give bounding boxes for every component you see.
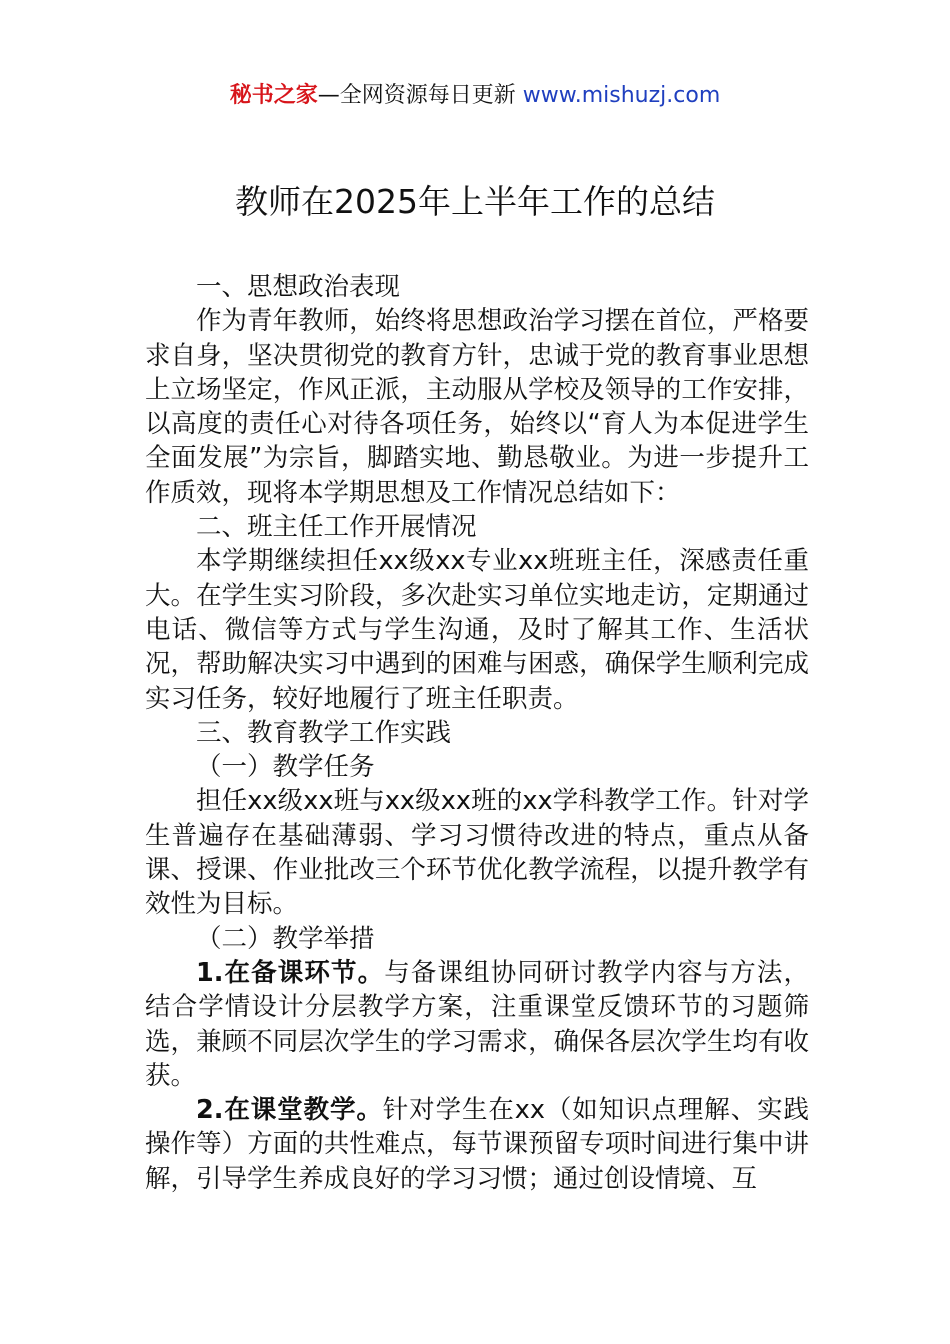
paragraph [145, 1093, 809, 1196]
paragraph-text: 二、班主任工作开展情况 [196, 512, 477, 543]
paragraph [145, 270, 809, 304]
header-brand: 秘书之家 [229, 83, 318, 108]
paragraph [145, 510, 809, 544]
paragraph [145, 956, 809, 1093]
paragraph-text: （二）教学举措 [196, 923, 375, 954]
paragraph-text: 担任xx级xx班与xx级xx班的xx学科教学工作。针对学生普遍存在基础薄弱、学习习惯待改进的特点，重点从备课、授课、作业批改三个环节优化教学流程，以提升教学有效性为目标。 [145, 786, 809, 920]
paragraph-text: 针对学生在xx（如知识点理解、实践操作等）方面的共性难点，每节课预留专项时间进行集中讲解，引导学生养成良好的学习习惯；通过创设情境、互 [145, 1095, 809, 1194]
header-site-link[interactable]: www.mishuzj.com [522, 83, 721, 108]
paragraph [145, 716, 809, 750]
paragraph-text: 一、思想政治表现 [196, 272, 401, 302]
paragraph-lead: 1.在备课环节。 [196, 957, 385, 988]
paragraph-lead: 2.在课堂教学。 [196, 1095, 383, 1126]
document-title: 教师在2025年上半年工作的总结 [235, 182, 715, 221]
paragraph-text: 三、教育教学工作实践 [196, 717, 452, 748]
paragraph-text: （一）教学任务 [196, 752, 375, 783]
paragraph [145, 750, 809, 784]
site-header [0, 80, 950, 112]
header-tagline: —全网资源每日更新 [317, 83, 516, 108]
paragraph [145, 544, 809, 715]
document-body [145, 270, 809, 1196]
paragraph-text: 本学期继续担任xx级xx专业xx班班主任，深感责任重大。在学生实习阶段，多次赴实习单位实地走访，定期通过电话、微信等方式与学生沟通，及时了解其工作、生活状况，帮助解决实习中遇到的困难与困惑，确保学生顺利完成实习任务，较好地履行了班主任职责。 [145, 546, 809, 714]
paragraph [145, 784, 809, 921]
paragraph [145, 922, 809, 956]
paragraph [145, 304, 809, 510]
paragraph-text: 与备课组协同研讨教学内容与方法，结合学情设计分层教学方案，注重课堂反馈环节的习题筛选，兼顾不同层次学生的学习需求，确保各层次学生均有收获。 [145, 957, 809, 1091]
paragraph-text: 作为青年教师，始终将思想政治学习摆在首位，严格要求自身，坚决贯彻党的教育方针，忠诚于党的教育事业思想上立场坚定，作风正派，主动服从学校及领导的工作安排，以高度的责任心对待各项任务，始终以“育人为本促进学生全面发展”为宗旨，脚踏实地、勤恳敬业。为进一步提升工作质效，现将本学期思想及工作情况总结如下： [145, 306, 809, 508]
